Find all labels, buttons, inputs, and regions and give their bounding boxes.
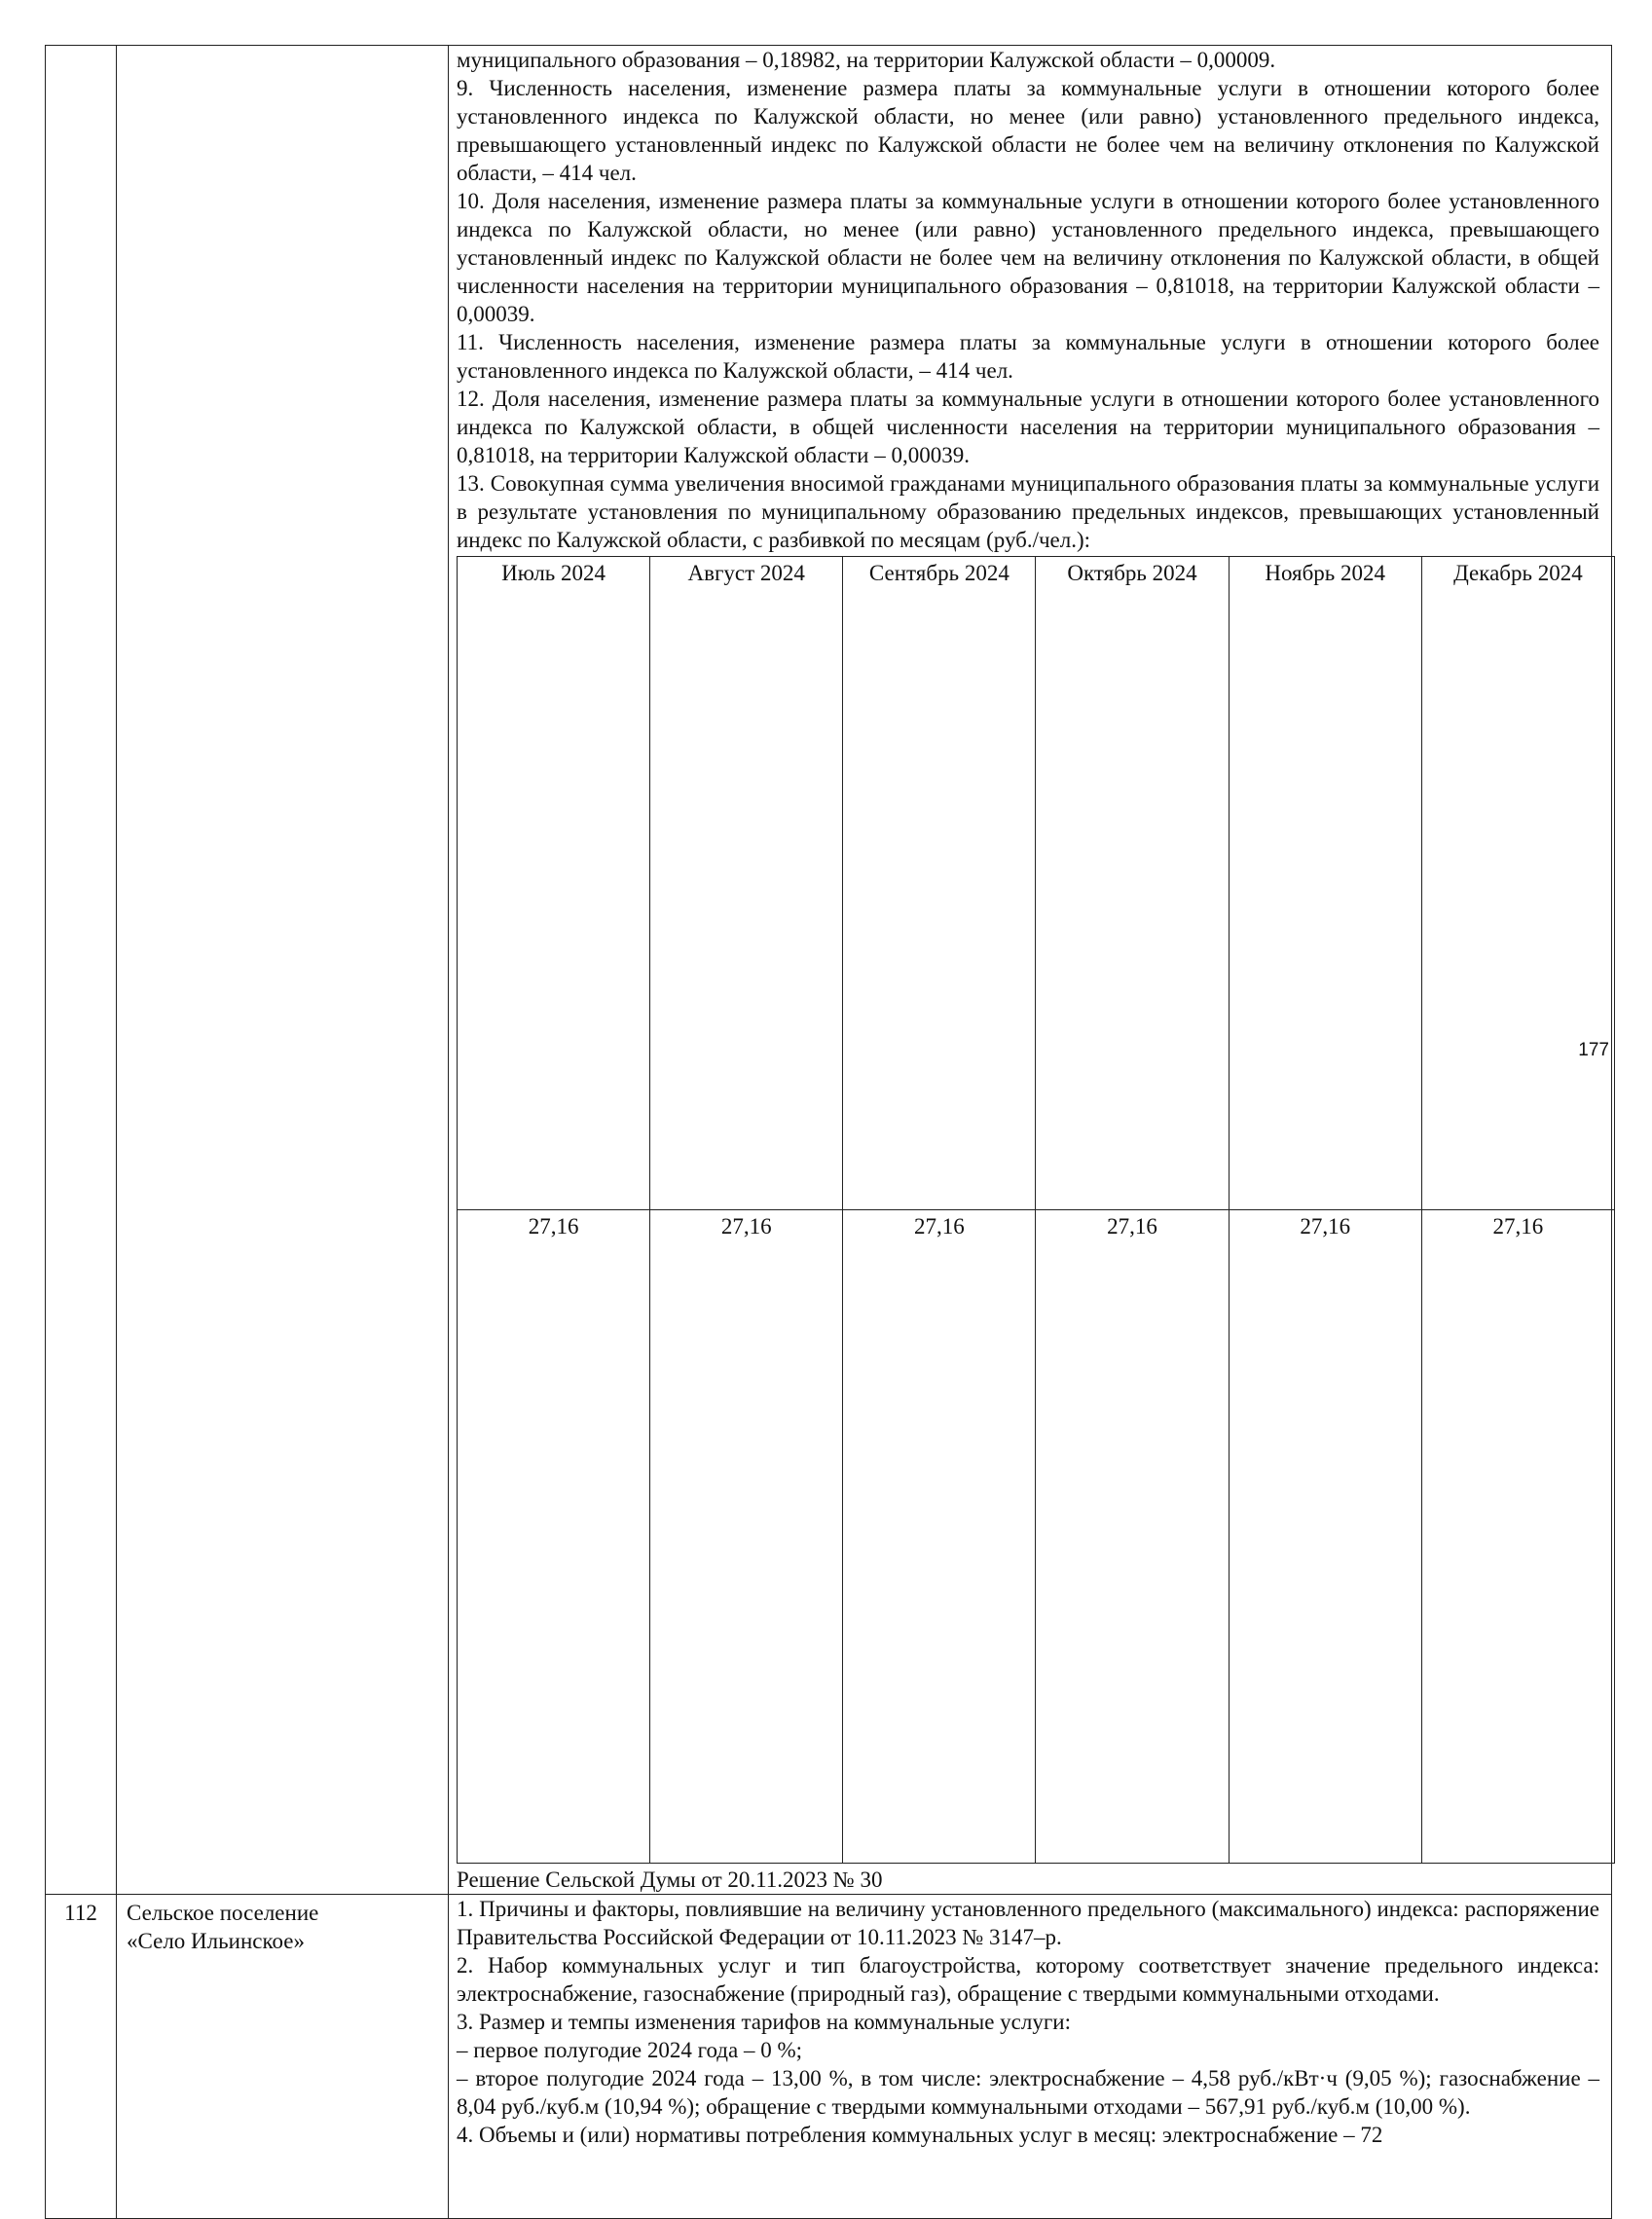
month-header: Июль 2024	[458, 557, 650, 1210]
month-header: Декабрь 2024	[1421, 557, 1614, 1210]
paragraph: 3. Размер и темпы изменения тарифов на коммунальные услуги:	[457, 2010, 1071, 2034]
row-number-cell	[46, 46, 117, 1895]
decision-reference: Решение Сельской Думы от 20.11.2023 № 30	[457, 1868, 883, 1892]
month-value: 27,16	[1229, 1210, 1421, 1864]
paragraph: 13. Совокупная сумма увеличения вносимой гражданами муниципального образования платы за коммунальные услуги в результате установления по муниципальному образованию предельных индексов, превышающих установленный индекс по Калужской области, с разбивкой по месяцам (руб./чел.):	[457, 471, 1599, 552]
month-header-row	[458, 557, 1615, 1210]
month-value: 27,16	[650, 1210, 843, 1864]
month-value-row	[458, 1210, 1615, 1864]
month-header: Август 2024	[650, 557, 843, 1210]
description-cell	[449, 46, 1612, 1895]
month-header: Октябрь 2024	[1036, 557, 1229, 1210]
month-value: 27,16	[843, 1210, 1036, 1864]
month-value: 27,16	[1421, 1210, 1614, 1864]
municipality-name-cell	[117, 46, 449, 1895]
page-number: 177	[1578, 1040, 1609, 1060]
paragraph: 9. Численность населения, изменение размера платы за коммунальные услуги в отношении которого более установленного индекса по Калужской области, но менее (или равно) установленного предельного индекса, превышающего установленный индекс по Калужской области не более чем на величину отклонения по Калужской области, – 414 чел.	[457, 76, 1599, 185]
table-row	[46, 1895, 1612, 2219]
paragraph: 10. Доля населения, изменение размера платы за коммунальные услуги в отношении которого более установленного индекса по Калужской области, но менее (или равно) установленного предельного индекса, превышающего установленный индекс по Калужской области не более чем на величину отклонения по Калужской области, в общей численности населения на территории муниципального образования – 0,81018, на территории Калужской области – 0,00039.	[457, 189, 1599, 326]
monthly-amount-table	[457, 556, 1615, 1864]
paragraph: – второе полугодие 2024 года – 13,00 %, в том числе: электроснабжение – 4,58 руб./кВт·ч (9,05 %); газоснабжение – 8,04 руб./куб.м (10,94 %); обращение с твердыми коммунальными отходами – 567,91 руб./куб.м (10,00 %).	[457, 2066, 1599, 2119]
paragraph: 1. Причины и факторы, повлиявшие на величину установленного предельного (максимального) индекса: распоряжение Правительства Российской Федерации от 10.11.2023 № 3147–р.	[457, 1897, 1599, 1949]
paragraph: 11. Численность населения, изменение размера платы за коммунальные услуги в отношении которого более установленного индекса по Калужской области, – 414 чел.	[457, 330, 1599, 383]
paragraph: муниципального образования – 0,18982, на территории Калужской области – 0,00009.	[457, 48, 1276, 72]
document-table	[45, 45, 1612, 2219]
month-value: 27,16	[1036, 1210, 1229, 1864]
paragraph: 12. Доля населения, изменение размера платы за коммунальные услуги в отношении которого более установленного индекса по Калужской области, в общей численности населения на территории муниципального образования – 0,81018, на территории Калужской области – 0,00039.	[457, 387, 1599, 467]
row-number-cell: 112	[46, 1895, 117, 2219]
municipality-name-line: «Село Ильинское»	[127, 1929, 305, 1953]
month-header: Ноябрь 2024	[1229, 557, 1421, 1210]
paragraph: 4. Объемы и (или) нормативы потребления коммунальных услуг в месяц: электроснабжение – 72	[457, 2123, 1383, 2147]
table-row	[46, 46, 1612, 1895]
paragraph: – первое полугодие 2024 года – 0 %;	[457, 2038, 803, 2062]
municipality-name-line: Сельское поселение	[127, 1901, 319, 1925]
month-header: Сентябрь 2024	[843, 557, 1036, 1210]
description-cell	[449, 1895, 1612, 2219]
municipality-name-cell	[117, 1895, 449, 2219]
month-value: 27,16	[458, 1210, 650, 1864]
paragraph: 2. Набор коммунальных услуг и тип благоустройства, которому соответствует значение предельного индекса: электроснабжение, газоснабжение (природный газ), обращение с твердыми коммунальными отходами.	[457, 1953, 1599, 2006]
